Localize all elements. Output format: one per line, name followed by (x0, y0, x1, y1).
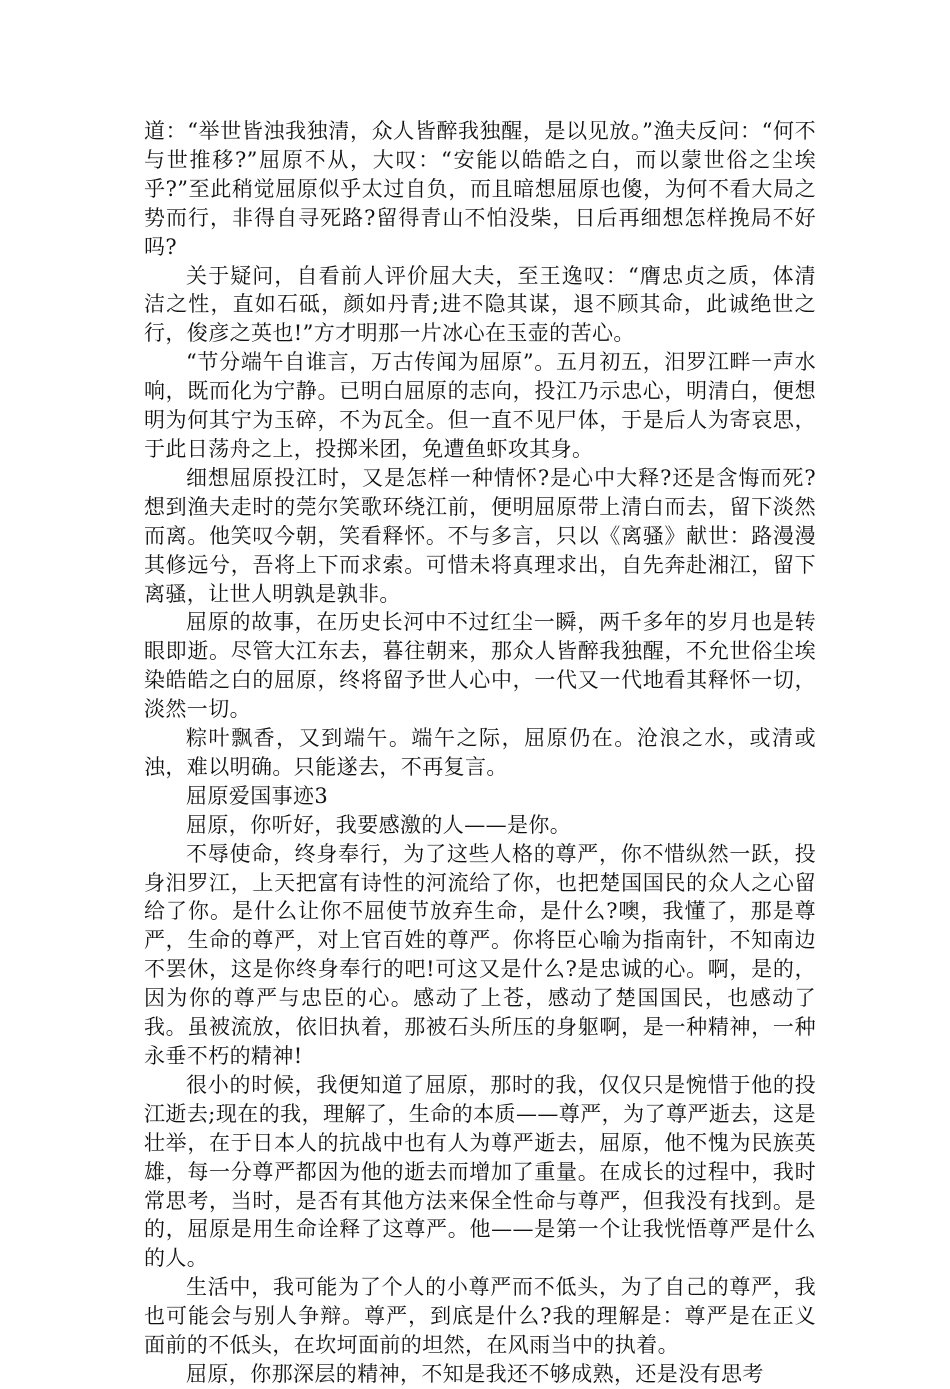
paragraph-duanwu-origin: “节分端午自谁言，万古传闻为屈原”。五月初五，汨罗江畔一声水响，既而化为宁静。已明白屈原的志向，投江乃示忠心，明清白，便想明为何其宁为玉碎，不为瓦全。但一直不见尸体，于是后人为寄哀思，于此日荡舟之上，投掷米团，免遭鱼虾攻其身。 (144, 350, 816, 461)
document-body (144, 117, 816, 1389)
paragraph-history-story: 屈原的故事，在历史长河中不过红尘一瞬，两千多年的岁月也是转眼即逝。尽管大江东去，暮往朝来，那众人皆醉我独醒，不允世俗尘埃染皓皓之白的屈原，终将留予世人心中，一代又一代地看其释怀一切，淡然一切。 (144, 610, 816, 722)
paragraph-river-reflection: 细想屈原投江时，又是怎样一种情怀?是心中大释?还是含悔而死?想到渔夫走时的莞尔笑歌环绕江前，便明屈原带上清白而去，留下淡然而离。他笑叹今朝，笑看释怀。不与多言，只以《离骚》献世：路漫漫其修远兮，吾将上下而求索。可惜未将真理求出，自先奔赴湘江，留下离骚，让世人明孰是孰非。 (144, 465, 816, 606)
paragraph-gratitude: 屈原，你听好，我要感激的人——是你。 (186, 812, 572, 837)
paragraph-dignity-mission: 不辱使命，终身奉行，为了这些人格的尊严，你不惜纵然一跃，投身汨罗江，上天把富有诗性的河流给了你，也把楚国国民的众人之心留给了你。是什么让你不屈使节放弃生命，是什么?噢，我懂了，那是尊严，生命的尊严，对上官百姓的尊严。你将臣心喻为指南针，不知南边不罢休，这是你终身奉行的吧!可这又是什么?是忠诚的心。啊，是的，因为你的尊严与忠臣的心。感动了上苍，感动了楚国国民，也感动了我。虽被流放，依旧执着，那被石头所压的身躯啊，是一种精神，一种永垂不朽的精神! (144, 841, 816, 1068)
paragraph-deep-spirit: 屈原，你那深层的精神，不知是我还不够成熟，还是没有思考 (186, 1361, 764, 1386)
paragraph-wang-yi-evaluation: 关于疑问，自看前人评价屈大夫，至王逸叹：“膺忠贞之质，体清洁之性，直如石砥，颜如丹青;进不隐其谋，退不顾其命，此诚绝世之行，俊彦之英也!”方才明那一片冰心在玉壶的苦心。 (144, 263, 816, 346)
section-heading: 屈原爱国事迹3 (186, 783, 329, 808)
paragraph-daily-life: 生活中，我可能为了个人的小尊严而不低头，为了自己的尊严，我也可能会与别人争辩。尊严，到底是什么?我的理解是：尊严是在正义面前的不低头，在坎坷面前的坦然，在风雨当中的执着。 (144, 1275, 816, 1358)
paragraph-fisherman-dialogue: 道：“举世皆浊我独清，众人皆醉我独醒，是以见放。”渔夫反问：“何不与世推移?”屈原不从，大叹：“安能以皓皓之白，而以蒙世俗之尘埃乎?”至此稍觉屈原似乎太过自负，而且暗想屈原也傻，为何不看大局之势而行，非得自寻死路?留得青山不怕没柴，日后再细想怎样挽局不好吗? (144, 119, 816, 259)
paragraph-childhood-memory: 很小的时候，我便知道了屈原，那时的我，仅仅只是惋惜于他的投江逝去;现在的我，理解了，生命的本质——尊严，为了尊严逝去，这是壮举，在于日本人的抗战中也有人为尊严逝去，屈原，他不愧为民族英雄，每一分尊严都因为他的逝去而增加了重量。在成长的过程中，我时常思考，当时，是否有其他方法来保全性命与尊严，但我没有找到。是的，屈原是用生命诠释了这尊严。他——是第一个让我恍悟尊严是什么的人。 (144, 1072, 816, 1271)
paragraph-zongzi-fragrance: 粽叶飘香，又到端午。端午之际，屈原仍在。沧浪之水，或清或浊，难以明确。只能遂去，不再复言。 (144, 726, 816, 779)
